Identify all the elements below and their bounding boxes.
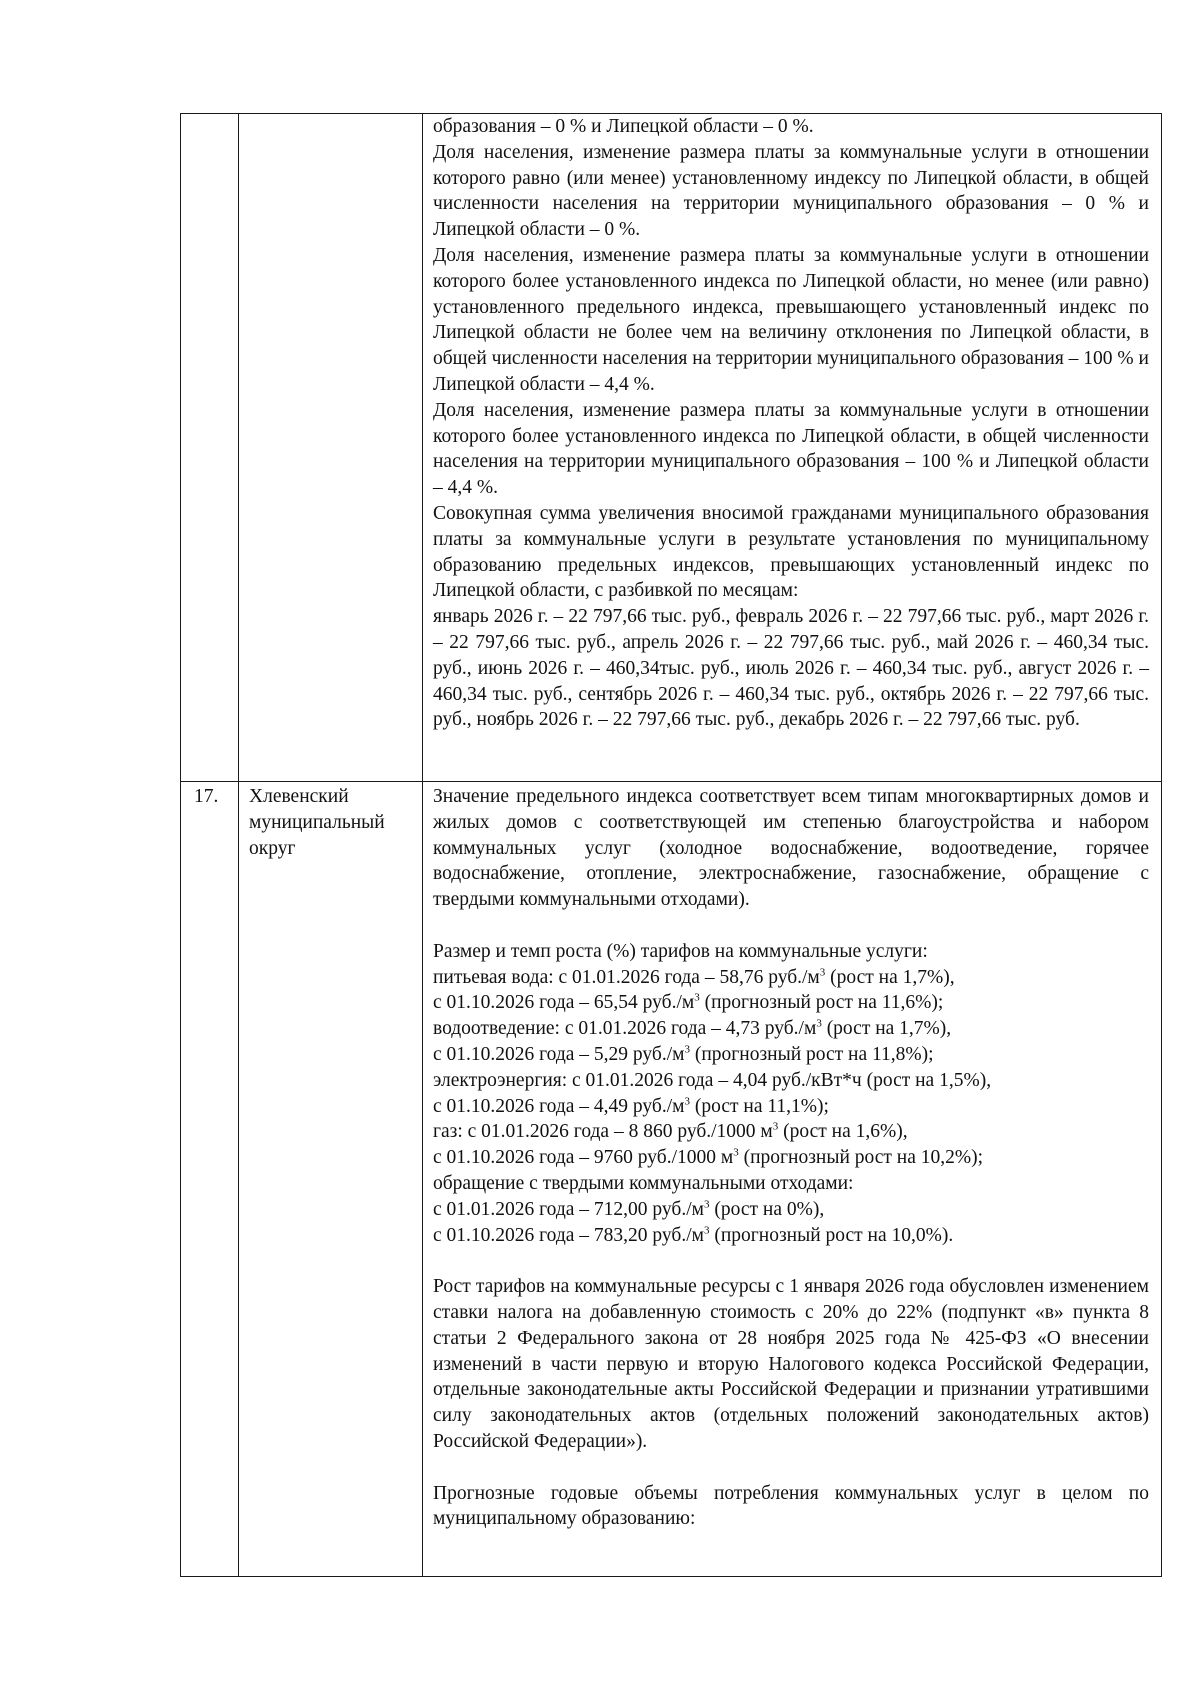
tariff-line: газ: с 01.01.2026 года – 8 860 руб./1000 $м^3$ (рост на 1,6%), [433, 1120, 908, 1143]
tariff-line: с 01.10.2026 года – 9760 руб./1000 $м^3$ (прогнозный рост на 10,2%); [433, 1146, 984, 1169]
municipality-name [239, 114, 422, 116]
tariff-line: с 01.10.2026 года – 5,29 $руб./м^3$ (прогнозный рост на 11,8%); [433, 1043, 934, 1065]
content-cell [423, 114, 1162, 782]
tariffs-heading: Размер и темп роста (%) тарифов на коммунальные услуги: [433, 940, 928, 962]
row-number: 17. [194, 786, 219, 807]
paragraph-monthly-breakdown: январь 2026 г. – 22 797,66 тыс. руб., февраль 2026 г. – 22 797,66 тыс. руб., март 2026 г. – 22 797,66 тыс. руб., апрель 2026 г. – 22 797,66 тыс. руб., май 2026 г. – 460,34 тыс. руб., июнь 2026 г. – 460,34тыс. руб., июль 2026 г. – 460,34 тыс. руб., август 2026 г. – 460,34 тыс. руб., сентябрь 2026 г. – 460,34 тыс. руб., октябрь 2026 г. – 22 797,66 тыс. руб., ноябрь 2026 г. – 22 797,66 тыс. руб., декабрь 2026 г. – 22 797,66 тыс. руб. [433, 606, 1149, 731]
paragraph-continued: образования – 0 % и Липецкой области – 0 %. [433, 116, 814, 137]
table-row-17 [181, 782, 1162, 1577]
tariff-line: водоотведение: с 01.01.2026 года – 4,73 $руб./м^3$ (рост на 1,7%), [433, 1017, 952, 1040]
municipality-name: Хлевенский муниципальный округ [249, 786, 385, 859]
tariff-line: электроэнергия: с 01.01.2026 года – 4,04 руб./кВт*ч (рост на 1,5%), [433, 1069, 992, 1091]
row-number [181, 114, 238, 116]
paragraph-share-equal: Доля населения, изменение размера платы за коммунальные услуги в отношении которого равно (или менее) установленному индексу по Липецкой области, в общей численности населения на территории муниципального образования – 0 % и Липецкой области – 0 %. [433, 141, 1149, 241]
tariff-line: обращение с твердыми коммунальными отходами: [433, 1172, 854, 1194]
municipality-name-cell [239, 114, 423, 782]
municipality-name-cell [239, 782, 423, 1577]
content-cell [423, 782, 1162, 1577]
paragraph-share-within-deviation: Доля населения, изменение размера платы за коммунальные услуги в отношении которого более установленного индекса по Липецкой области, но менее (или равно) установленного предельного индекса, превышающего установленный индекс по Липецкой области не более чем на величину отклонения по Липецкой области, в общей численности населения на территории муниципального образования – 100 % и Липецкой области – 4,4 %. [433, 244, 1149, 395]
tariff-line: питьевая вода: с 01.01.2026 года – 58,76 $руб./м^3$ (рост на 1,7%), [433, 966, 955, 988]
tariff-line: с 01.10.2026 года – 4,49 $руб./м^3$ (рост на 11,1%); [433, 1095, 829, 1117]
paragraph-vat-change: Рост тарифов на коммунальные ресурсы с 1 января 2026 года обусловлен изменением ставки налога на добавленную стоимость с 20% до 22% (подпункт «в» пункта 8 статьи 2 Федерального закона от 28 ноября 2025 года № 425-ФЗ «О внесении изменений в части первую и вторую Налогового кодекса Российской Федерации, отдельные законодательные акты Российской Федерации и признании утратившими силу законодательных актов (отдельных положений законодательных актов) Российской Федерации»). [433, 1276, 1149, 1452]
table-row-continued [181, 114, 1162, 782]
paragraph-index-applies: Значение предельного индекса соответствует всем типам многоквартирных домов и жилых домов с соответствующей им степенью благоустройства и набором коммунальных услуг (холодное водоснабжение, водоотведение, горячее водоснабжение, отопление, электроснабжение, газоснабжение, обращение с твердыми коммунальными отходами). [433, 786, 1149, 911]
tariff-line: с 01.10.2026 года – 65,54 $руб./м^3$ (прогнозный рост на 11,6%); [433, 991, 944, 1014]
paragraph-total-increase: Совокупная сумма увеличения вносимой гражданами муниципального образования платы за коммунальные услуги в результате установления по муниципальному образованию предельных индексов, превышающих установленный индекс по Липецкой области, с разбивкой по месяцам: [433, 502, 1149, 602]
row-number-cell [181, 114, 239, 782]
paragraph-share-above-index: Доля населения, изменение размера платы за коммунальные услуги в отношении которого более установленного индекса по Липецкой области, в общей численности населения на территории муниципального образования – 100 % и Липецкой области – 4,4 %. [433, 399, 1149, 499]
row-number-cell [181, 782, 239, 1577]
paragraph-forecast-volumes: Прогнозные годовые объемы потребления коммунальных услуг в целом по муниципальному образованию: [433, 1482, 1149, 1530]
tariff-line: с 01.01.2026 года – 712,00 $руб./м^3$ (рост на 0%), [433, 1198, 825, 1220]
indices-table [180, 113, 1162, 1577]
tariff-line: с 01.10.2026 года – 783,20 $руб./м^3$ (прогнозный рост на 10,0%). [433, 1224, 954, 1246]
